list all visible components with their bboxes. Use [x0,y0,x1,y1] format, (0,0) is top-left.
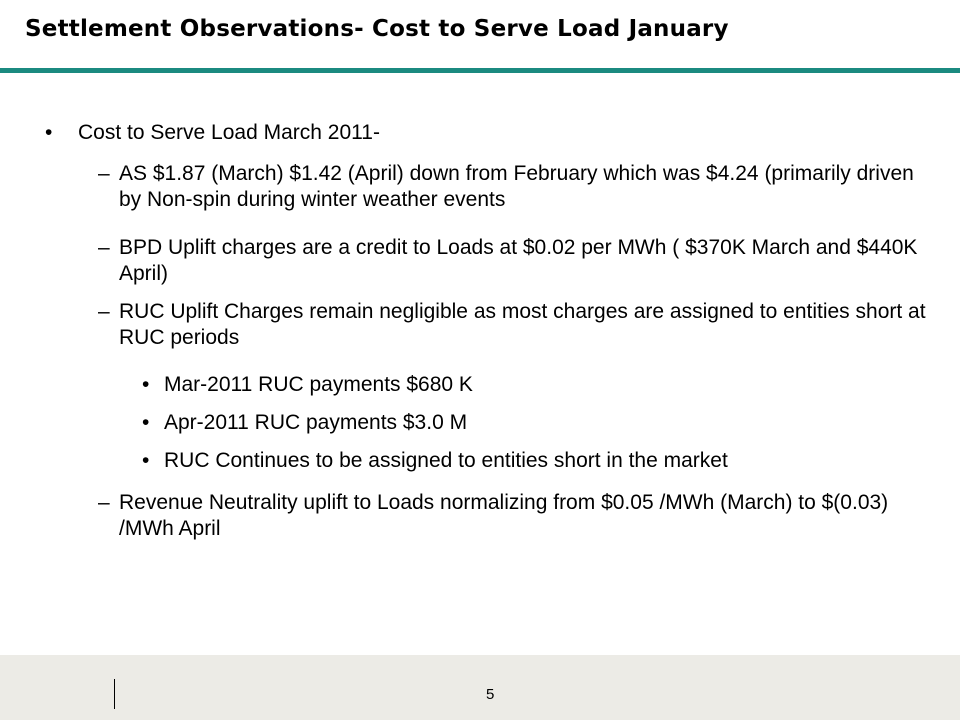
sub-bullet-text: BPD Uplift charges are a credit to Loads at $0.02 per MWh ( $370K March and $440K April) [119,236,918,285]
sub-sub-bullet-text: RUC Continues to be assigned to entities short in the market [164,449,728,472]
sub-bullet-as [98,161,939,213]
sub-sub-bullet-ruc-continues [142,448,728,474]
sub-sub-bullet-text: Mar-2011 RUC payments $680 K [164,373,473,396]
bullet-marker: • [142,449,150,472]
bullet-text: Cost to Serve Load March 2011- [78,121,380,144]
title-divider [0,68,960,73]
dash-marker: – [98,491,110,514]
dash-marker: – [98,162,110,185]
sub-bullet-ruc [98,299,939,351]
sub-bullet-revenue-neutrality [98,490,939,542]
sub-bullet-text: Revenue Neutrality uplift to Loads normalizing from $0.05 /MWh (March) to $(0.03) /MWh April [119,491,889,540]
page-number: 5 [486,686,495,703]
sub-sub-bullet-apr [142,410,468,436]
dash-marker: – [98,236,110,259]
footer-divider [114,679,115,709]
bullet-marker: • [45,121,53,144]
sub-sub-bullet-text: Apr-2011 RUC payments $3.0 M [164,411,468,434]
sub-bullet-bpd [98,235,939,287]
slide-title: Settlement Observations- Cost to Serve Load January [25,16,729,42]
bullet-marker: • [142,411,150,434]
bullet-marker: • [142,373,150,396]
bullet-cost-to-serve-load [45,120,380,146]
dash-marker: – [98,300,110,323]
sub-bullet-text: AS $1.87 (March) $1.42 (April) down from February which was $4.24 (primarily driven by Non-spin during winter weather events [119,162,914,211]
slide-footer [0,655,960,720]
sub-bullet-text: RUC Uplift Charges remain negligible as most charges are assigned to entities short at RUC periods [119,300,926,349]
sub-sub-bullet-mar [142,372,473,398]
